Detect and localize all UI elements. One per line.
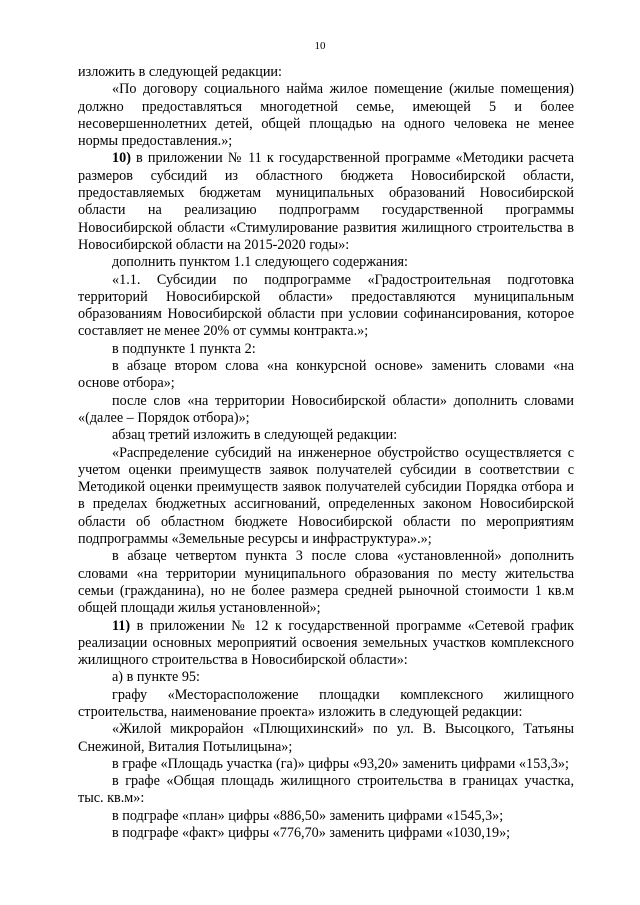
paragraph-text: в приложении № 12 к государственной программе «Сетевой график реализации основных мероприятий освоения земельных участков комплексного жилищного строительства в Новосибирской области»: [78, 617, 574, 669]
paragraph: в подпункте 1 пункта 2: [112, 340, 256, 357]
paragraph [78, 150, 574, 254]
paragraph: дополнить пунктом 1.1 следующего содержания: [112, 254, 408, 271]
document-body [78, 64, 574, 842]
paragraph: в абзаце втором слова «на конкурсной основе» заменить словами «на основе отбора»; [78, 358, 574, 392]
paragraph: после слов «на территории Новосибирской области» дополнить словами «(далее – Порядок отбора)»; [78, 392, 574, 426]
paragraph: «Распределение субсидий на инженерное обустройство осуществляется с учетом оценки преимуществ заявок получателей субсидии в соответствии с Методикой оценки преимуществ заявок получателей субсидии Порядка отбора и в пределах бюджетных ассигнований, определенных законом Новосибирской области об областном бюджете Новосибирской области по мероприятиям подпрограммы «Земельные ресурсы и инфраструктура».»; [78, 444, 574, 548]
paragraph: в подграфе «факт» цифры «776,70» заменить цифрами «1030,19»; [112, 825, 511, 842]
item-number: 11) [112, 617, 131, 634]
page-number: 10 [314, 40, 326, 52]
paragraph: в графе «Площадь участка (га)» цифры «93,20» заменить цифрами «153,3»; [112, 755, 569, 772]
paragraph: в графе «Общая площадь жилищного строительства в границах участка, тыс. кв.м»: [78, 773, 574, 807]
paragraph [78, 618, 574, 670]
paragraph: «По договору социального найма жилое помещение (жилые помещения) должно предоставляться многодетной семье, имеющей 5 и более несовершеннолетних детей, общей площадью на одного человека не менее нормы предоставления.»; [78, 81, 574, 150]
item-number: 10) [112, 150, 131, 167]
paragraph: «Жилой микрорайон «Плющихинский» по ул. В. Высоцкого, Татьяны Снежиной, Виталия Потылицына»; [78, 721, 574, 755]
paragraph: а) в пункте 95: [112, 669, 200, 686]
paragraph: графу «Месторасположение площадки комплексного жилищного строительства, наименование проекта» изложить в следующей редакции: [78, 686, 574, 720]
paragraph: в абзаце четвертом пункта 3 после слова «установленной» дополнить словами «на территории муниципального образования по месту жительства семьи (гражданина), но не более размера средней рыночной стоимости 1 кв.м общей площади жилья установленной»; [78, 548, 574, 617]
paragraph: в подграфе «план» цифры «886,50» заменить цифрами «1545,3»; [112, 807, 504, 824]
paragraph: абзац третий изложить в следующей редакции: [112, 427, 398, 444]
paragraph: «1.1. Субсидии по подпрограмме «Градостроительная подготовка территорий Новосибирской области» предоставляются муниципальным образованиям Новосибирской области при условии софинансирования, которое составляет не менее 20% от суммы контракта.»; [78, 271, 574, 340]
paragraph-text: в приложении № 11 к государственной программе «Методики расчета размеров субсидий из областного бюджета Новосибирской области, предоставляемых бюджетам муниципальных образований Новосибирской области на реализацию подпрограмм государственной программы Новосибирской области «Стимулирование развития жилищного строительства в Новосибирской области на 2015-2020 годы»: [78, 150, 574, 253]
paragraph: изложить в следующей редакции: [78, 64, 282, 80]
